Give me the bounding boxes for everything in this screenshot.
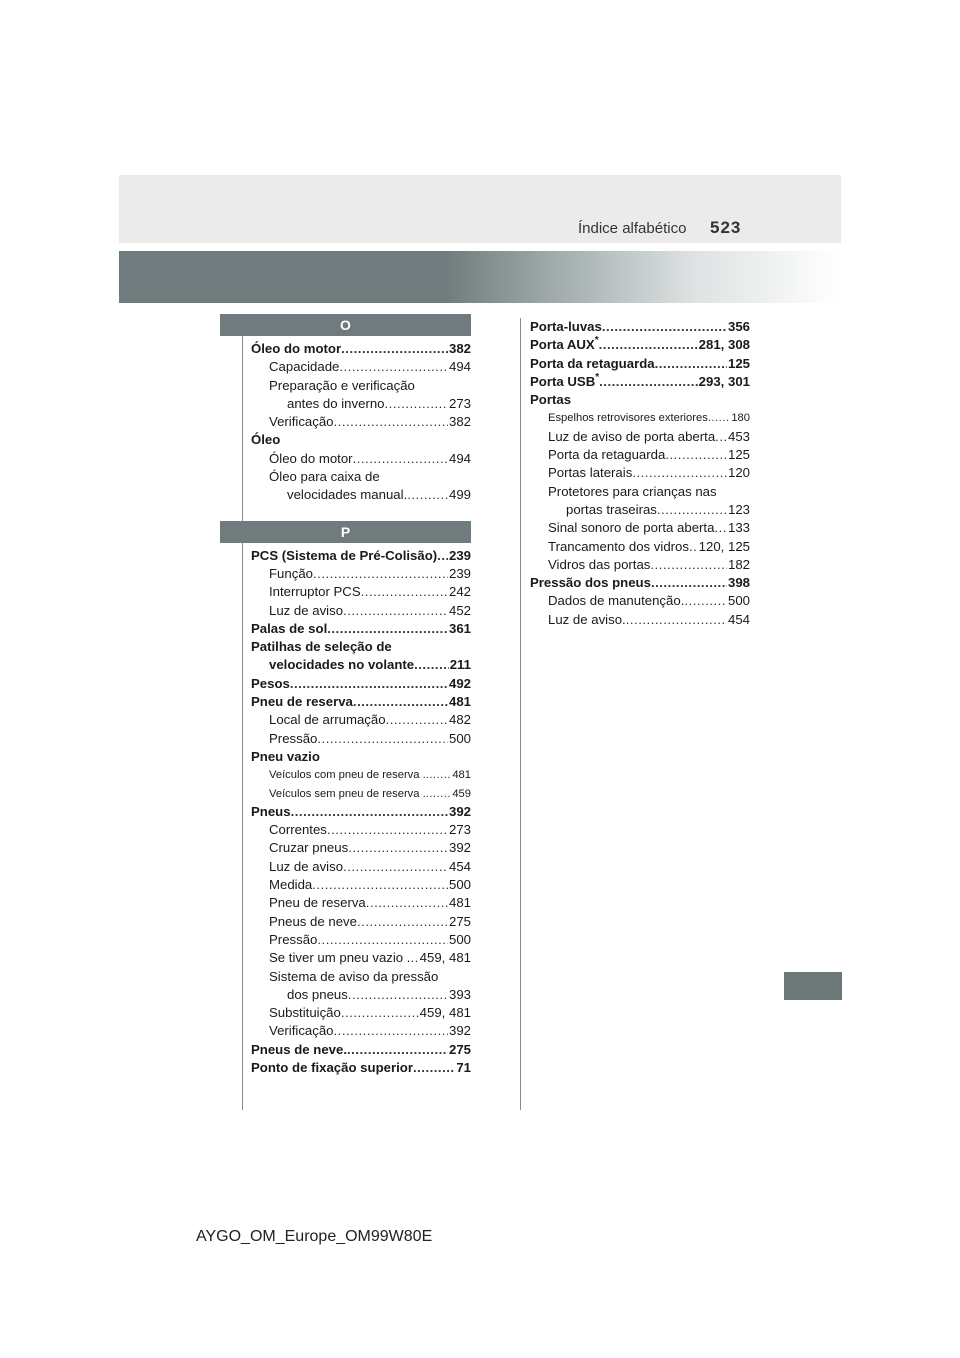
dot-leader — [650, 556, 727, 574]
entry-page-ref: 494 — [448, 450, 471, 466]
entry-page-ref: 281, 308 — [698, 337, 750, 353]
entry-page-ref: 454 — [448, 858, 471, 874]
entry-term — [530, 355, 655, 373]
index-entry — [251, 620, 471, 638]
entry-page-ref: 392 — [448, 840, 471, 856]
index-entry — [251, 785, 471, 803]
entry-term — [269, 656, 414, 674]
index-entry — [251, 913, 471, 931]
index-column-2 — [530, 318, 750, 629]
entry-term-text: Medida — [269, 877, 313, 893]
index-entry — [530, 318, 750, 336]
index-entry — [251, 486, 471, 504]
entry-page-ref: 125 — [727, 355, 750, 371]
entry-term — [269, 894, 366, 912]
entry-term-text: PCS (Sistema de Pré-Colisão) — [251, 547, 438, 563]
index-entry — [251, 675, 471, 693]
entry-term-text: dos pneus — [287, 986, 348, 1002]
entry-term — [269, 913, 357, 931]
entry-page-ref: 120 — [727, 465, 750, 481]
dot-leader — [715, 428, 727, 446]
entry-page-ref: 494 — [448, 359, 471, 375]
index-entry — [251, 821, 471, 839]
entry-page-ref: 293, 301 — [698, 373, 750, 389]
entry-page-ref: 361 — [448, 620, 471, 636]
dot-leader — [714, 519, 727, 537]
entry-page-ref: 125 — [727, 447, 750, 463]
entry-term-text: Pressão — [269, 730, 318, 746]
entry-page-ref: 459, 481 — [419, 1005, 471, 1021]
entry-term — [251, 620, 327, 638]
entry-term-text: Dados de manutenção. — [548, 593, 685, 609]
dot-leader — [437, 547, 448, 565]
entry-term — [530, 336, 599, 354]
entry-term — [287, 486, 407, 504]
dot-leader — [665, 446, 727, 464]
column-divider-middle — [520, 318, 521, 1110]
dot-leader — [347, 1041, 448, 1059]
dot-leader — [651, 574, 727, 592]
entry-term-text: Pneus — [251, 803, 291, 819]
index-entry — [530, 556, 750, 574]
entry-term-text: Verificação — [269, 1023, 334, 1039]
page-number: 523 — [710, 218, 742, 237]
entry-term-text: Pneus de neve — [269, 913, 357, 929]
entry-page-ref: 275 — [448, 1041, 471, 1057]
entry-term-text: Palas de sol — [251, 620, 328, 636]
dot-leader — [317, 931, 448, 949]
entry-term-text: Porta da retaguarda — [548, 447, 666, 463]
entry-term — [287, 395, 385, 413]
dot-leader — [689, 538, 698, 556]
entry-term-text: Óleo do motor — [269, 450, 353, 466]
entry-page-ref: 133 — [727, 520, 750, 536]
entry-term-text: Luz de aviso de porta aberta — [548, 428, 716, 444]
dot-leader — [684, 592, 727, 610]
entry-page-ref: 492 — [448, 675, 471, 691]
index-entry — [530, 538, 750, 556]
index-entry — [530, 592, 750, 610]
index-entry — [251, 730, 471, 748]
index-entry — [251, 547, 471, 565]
entry-page-ref: 242 — [448, 584, 471, 600]
entry-term — [251, 803, 291, 821]
entry-term — [251, 1059, 413, 1077]
entry-term — [548, 409, 708, 427]
index-entry — [530, 428, 750, 446]
entry-page-ref: 500 — [727, 593, 750, 609]
entry-page-ref: 453 — [727, 428, 750, 444]
entry-term-text: Cruzar pneus — [269, 840, 349, 856]
entry-term-text: portas traseiras — [566, 501, 657, 517]
entry-term — [269, 358, 339, 376]
index-entry — [530, 446, 750, 464]
entry-page-ref: 392 — [448, 803, 471, 819]
index-entry — [251, 395, 471, 413]
entry-page-ref: 239 — [448, 547, 471, 563]
entry-term — [251, 340, 341, 358]
entry-page-ref: 123 — [727, 501, 750, 517]
dot-leader — [334, 413, 448, 431]
index-entry — [251, 583, 471, 601]
entry-page-ref: 393 — [448, 986, 471, 1002]
dot-leader — [317, 730, 448, 748]
index-entry — [530, 373, 750, 391]
dot-leader — [312, 876, 448, 894]
entry-page-ref: 392 — [448, 1023, 471, 1039]
dot-leader — [426, 766, 452, 784]
index-entry — [251, 413, 471, 431]
index-entry — [251, 1059, 471, 1077]
index-entry — [251, 565, 471, 583]
entry-term-text: Porta USB — [530, 373, 596, 389]
index-entry — [251, 1022, 471, 1040]
dot-leader — [708, 409, 731, 427]
index-entry — [530, 336, 750, 354]
index-heading: Portas — [530, 392, 572, 408]
section-title: Índice alfabético — [578, 220, 687, 237]
entry-page-ref: 481 — [452, 769, 471, 782]
entry-term — [269, 766, 426, 784]
entry-page-ref: 500 — [448, 877, 471, 893]
entry-term-text: Luz de aviso. — [548, 611, 626, 627]
dot-leader — [410, 949, 418, 967]
entry-page-ref: 239 — [448, 565, 471, 581]
entry-term-text: Porta AUX — [530, 337, 595, 353]
entry-term — [548, 428, 715, 446]
dot-leader — [413, 1059, 455, 1077]
index-heading: Sistema de aviso da pressão — [269, 968, 439, 984]
entry-term-text: Sinal sonoro de porta aberta — [548, 520, 715, 536]
column-divider-left — [242, 336, 243, 1110]
entry-term-text: Pneu de reserva — [251, 694, 353, 710]
chapter-band — [119, 251, 841, 303]
entry-term — [269, 450, 353, 468]
index-list-o — [251, 340, 471, 505]
entry-page-ref: 273 — [448, 822, 471, 838]
entry-term-text: Verificação — [269, 414, 334, 430]
dot-leader — [334, 1022, 448, 1040]
entry-term — [548, 611, 626, 629]
entry-term — [530, 574, 651, 592]
document-code: AYGO_OM_Europe_OM99W80E — [196, 1228, 433, 1245]
dot-leader — [353, 450, 448, 468]
index-heading: Preparação e verificação — [269, 377, 415, 393]
index-entry — [530, 409, 750, 427]
index-entry — [530, 574, 750, 592]
entry-term-text: Luz de aviso — [269, 858, 344, 874]
entry-term-text: Veículos sem pneu de reserva . — [269, 787, 426, 800]
dot-leader — [327, 620, 448, 638]
index-heading: Patilhas de seleção de — [251, 639, 392, 655]
entry-term — [269, 730, 317, 748]
entry-page-ref: 459, 481 — [419, 950, 471, 966]
dot-leader — [626, 611, 727, 629]
dot-leader — [599, 336, 698, 354]
entry-term — [251, 693, 353, 711]
entry-term — [269, 583, 361, 601]
index-entry — [251, 656, 471, 674]
footnote-asterisk: * — [594, 334, 599, 346]
entry-term — [530, 318, 602, 336]
dot-leader — [414, 656, 449, 674]
entry-term — [566, 501, 657, 519]
entry-page-ref: 459 — [452, 787, 471, 800]
index-entry — [530, 501, 750, 519]
entry-term-text: Capacidade — [269, 359, 340, 375]
index-heading: Óleo para caixa de — [269, 469, 380, 485]
entry-term-text: antes do inverno — [287, 395, 385, 411]
index-entry — [251, 1004, 471, 1022]
entry-term-text: Pneu de reserva — [269, 895, 366, 911]
entry-page-ref: 356 — [727, 319, 750, 334]
entry-term — [269, 931, 317, 949]
dot-leader — [655, 355, 727, 373]
entry-page-ref: 211 — [449, 657, 471, 673]
entry-term-text: Pesos — [251, 675, 290, 691]
entry-page-ref: 499 — [448, 487, 471, 503]
dot-leader — [353, 693, 448, 711]
dot-leader — [343, 602, 448, 620]
entry-term — [269, 858, 343, 876]
entry-page-ref: 398 — [727, 575, 750, 591]
dot-leader — [386, 711, 448, 729]
dot-leader — [366, 894, 448, 912]
entry-term — [548, 538, 689, 556]
index-entry — [251, 949, 471, 967]
entry-term — [251, 675, 290, 693]
index-entry — [530, 519, 750, 537]
entry-term-text: Porta-luvas — [530, 319, 602, 334]
entry-term — [269, 413, 334, 431]
entry-term — [548, 592, 684, 610]
letter-header-p: P — [220, 521, 471, 543]
index-entry — [251, 711, 471, 729]
index-list-p — [251, 547, 471, 1078]
index-entry — [251, 839, 471, 857]
dot-leader — [426, 785, 452, 803]
entry-term-text: Luz de aviso — [269, 602, 344, 618]
index-entry — [251, 693, 471, 711]
entry-term — [548, 519, 714, 537]
entry-term — [269, 711, 386, 729]
index-entry — [530, 611, 750, 629]
entry-term — [269, 1004, 341, 1022]
entry-page-ref: 481 — [448, 694, 471, 710]
entry-term — [530, 373, 599, 391]
entry-term-text: Pressão — [269, 931, 318, 947]
dot-leader — [290, 675, 448, 693]
dot-leader — [657, 501, 727, 519]
entry-term-text: Veículos com pneu de reserva . — [269, 769, 426, 782]
dot-leader — [407, 486, 448, 504]
entry-term-text: velocidades manual. — [287, 487, 408, 503]
entry-page-ref: 481 — [448, 895, 471, 911]
entry-page-ref: 382 — [448, 414, 471, 430]
entry-term-text: Função — [269, 565, 313, 581]
index-entry — [251, 876, 471, 894]
index-entry — [251, 340, 471, 358]
entry-term — [251, 1041, 347, 1059]
entry-page-ref: 454 — [727, 611, 750, 627]
entry-term-text: Espelhos retrovisores exteriores — [548, 412, 708, 425]
entry-term-text: Local de arrumação — [269, 712, 386, 728]
entry-term — [269, 1022, 334, 1040]
index-heading: Óleo — [251, 432, 281, 448]
index-entry — [530, 355, 750, 373]
dot-leader — [385, 395, 448, 413]
dot-leader — [632, 464, 727, 482]
entry-page-ref: 482 — [448, 712, 471, 728]
entry-term-text: Porta da retaguarda — [530, 355, 655, 371]
entry-term — [269, 821, 327, 839]
index-entry — [251, 894, 471, 912]
entry-term-text: Se tiver um pneu vazio . — [269, 950, 411, 966]
footnote-asterisk: * — [595, 371, 600, 383]
entry-page-ref: 180 — [731, 412, 750, 425]
entry-term-text: Vidros das portas — [548, 556, 651, 572]
index-entry — [251, 986, 471, 1004]
dot-leader — [339, 358, 448, 376]
entry-term — [269, 602, 343, 620]
dot-leader — [343, 858, 448, 876]
entry-page-ref: 275 — [448, 913, 471, 929]
chapter-side-tab — [784, 972, 842, 1000]
entry-term — [548, 464, 632, 482]
entry-term — [269, 785, 426, 803]
entry-page-ref: 382 — [448, 341, 471, 356]
entry-term-text: Ponto de fixação superior — [251, 1059, 413, 1075]
entry-page-ref: 71 — [456, 1059, 471, 1075]
entry-term-text: Portas laterais — [548, 465, 633, 481]
index-entry — [251, 766, 471, 784]
dot-leader — [291, 803, 448, 821]
dot-leader — [348, 839, 448, 857]
dot-leader — [602, 318, 727, 336]
dot-leader — [357, 913, 448, 931]
dot-leader — [341, 1004, 419, 1022]
entry-page-ref: 120, 125 — [698, 538, 750, 554]
entry-page-ref: 500 — [448, 931, 471, 947]
index-entry — [251, 803, 471, 821]
index-entry — [251, 358, 471, 376]
index-entry — [251, 450, 471, 468]
entry-term-text: velocidades no volante — [269, 657, 415, 673]
entry-page-ref: 273 — [448, 395, 471, 411]
entry-term-text: Pneus de neve. — [251, 1041, 348, 1057]
entry-term — [269, 565, 313, 583]
index-entry — [251, 602, 471, 620]
dot-leader — [599, 373, 698, 391]
index-entry — [530, 464, 750, 482]
dot-leader — [313, 565, 448, 583]
entry-page-ref: 182 — [727, 556, 750, 572]
index-entry — [251, 858, 471, 876]
index-list-p-continued — [530, 318, 750, 629]
entry-term — [251, 547, 437, 565]
entry-term — [269, 876, 312, 894]
entry-page-ref: 452 — [448, 602, 471, 618]
entry-term — [269, 949, 410, 967]
letter-header-o: O — [220, 314, 471, 336]
dot-leader — [327, 821, 448, 839]
entry-term-text: Correntes — [269, 822, 327, 838]
entry-term — [548, 446, 665, 464]
entry-term-text: Pressão dos pneus — [530, 575, 651, 591]
entry-term — [269, 839, 348, 857]
entry-term — [287, 986, 348, 1004]
entry-term-text: Interruptor PCS — [269, 584, 361, 600]
index-entry — [251, 931, 471, 949]
dot-leader — [341, 340, 448, 358]
index-entry — [251, 1041, 471, 1059]
entry-term-text: Substituição — [269, 1005, 341, 1021]
entry-term-text: Trancamento dos vidros — [548, 538, 689, 554]
dot-leader — [348, 986, 448, 1004]
entry-term — [548, 556, 650, 574]
index-heading: Pneu vazio — [251, 748, 320, 764]
index-heading: Protetores para crianças nas — [548, 483, 717, 499]
index-column-1 — [251, 314, 471, 1077]
entry-term-text: Óleo do motor — [251, 341, 342, 356]
entry-page-ref: 500 — [448, 730, 471, 746]
dot-leader — [361, 583, 448, 601]
